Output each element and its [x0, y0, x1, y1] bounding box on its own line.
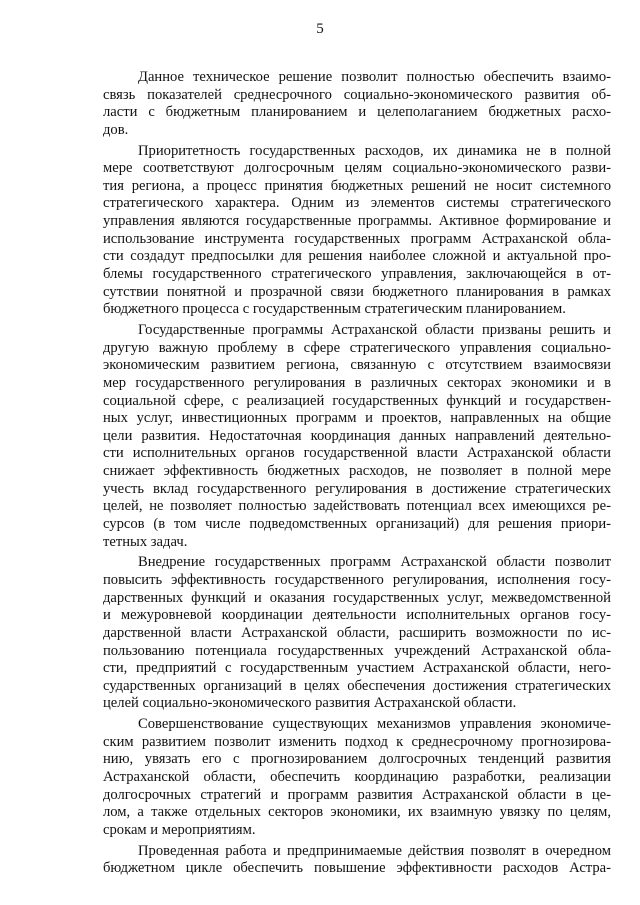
page-number: 5 — [316, 21, 324, 37]
text-line: бюджетного процесса с государственным стратегическим планированием. — [103, 301, 566, 318]
text-line: ных услуг, инвестиционных программ и проектов, направленных на общие — [103, 410, 611, 427]
text-line: нию, увязать его с прогнозированием долгосрочных тенденций развития — [103, 751, 611, 768]
text-line: сутствии понятной и прозрачной связи бюджетного планирования в рамках — [103, 283, 611, 300]
text-line: сти исполнительных органов государственной власти Астраханской области — [103, 445, 611, 462]
text-line: тия региона, а процесс принятия бюджетных решений не носит системного — [103, 177, 611, 194]
text-line: лом, а также отдельных секторов экономики, их взаимную увязку по целям, — [103, 804, 611, 821]
text-line: Государственные программы Астраханской области призваны решить и — [138, 321, 611, 338]
text-line: Данное техническое решение позволит полностью обеспечить взаимо- — [138, 69, 611, 85]
text-line: социальной сфере, с реализацией государственных функций и государствен- — [103, 392, 611, 409]
text-line: стратегического характера. Одним из элементов системы стратегического — [103, 195, 611, 212]
text-line: сти, предприятий с государственным участием Астраханской области, него- — [103, 660, 611, 677]
paragraph — [103, 143, 611, 319]
text-line: цели развития. Недостаточная координация данных направлений деятельно- — [103, 427, 611, 444]
document-body — [103, 69, 611, 878]
paragraph — [103, 69, 611, 140]
text-line: Внедрение государственных программ Астраханской области позволит — [138, 554, 611, 571]
text-line: Совершенствование существующих механизмов управления экономиче- — [138, 716, 611, 733]
text-line: пользованию потенциала государственных учреждений Астраханской обла- — [103, 642, 611, 659]
text-line: блемы государственного стратегического управления, заключающейся в от- — [103, 266, 611, 283]
text-line: ласти с бюджетным планированием и целеполаганием бюджетных расхо- — [103, 104, 611, 121]
text-line: мер государственного регулирования в различных секторах экономики и в — [103, 374, 611, 391]
text-line: использование инструмента государственных программ Астраханской обла- — [103, 230, 611, 247]
text-line: снижает эффективность бюджетных расходов, не позволяет в полной мере — [103, 463, 611, 480]
text-line: тетных задач. — [103, 533, 188, 550]
paragraph — [103, 843, 611, 878]
text-line: Астраханской области, обеспечить координацию разработки, реализации — [103, 768, 611, 785]
text-line: ским развитием позволит изменить подход к среднесрочному прогнозирова- — [103, 733, 611, 750]
text-line: Проведенная работа и предпринимаемые действия позволят в очередном — [138, 842, 611, 859]
text-line: другую важную проблему в сфере стратегического управления социально- — [103, 339, 611, 356]
text-line: управления являются государственные программы. Активное формирование и — [103, 213, 611, 230]
text-line: целей, не позволяет полностью задействовать потенциал всех имеющихся ре- — [103, 498, 611, 515]
paragraph — [103, 554, 611, 713]
text-line: целей социально-экономического развития Астраханской области. — [103, 695, 517, 712]
paragraph — [103, 716, 611, 839]
text-line: срокам и мероприятиям. — [103, 821, 256, 838]
text-line: сурсов (в том числе подведомственных организаций) для решения приори- — [103, 516, 611, 533]
text-line: сударственных организаций в целях обеспечения достижения стратегических — [103, 677, 611, 694]
text-line: сти создадут предпосылки для решения наиболее сложной и актуальной про- — [103, 248, 611, 265]
text-line: экономическим развитием региона, связанную с отсутствием взаимосвязи — [103, 357, 611, 374]
text-line: дарственной власти Астраханской области, расширить возможности по ис- — [103, 624, 611, 641]
text-line: связь показателей среднесрочного социально-экономического развития об- — [103, 86, 611, 103]
text-line: долгосрочных стратегий и программ развития Астраханской области в це- — [103, 786, 611, 803]
text-line: бюджетном цикле обеспечить повышение эффективности расходов Астра- — [103, 860, 611, 877]
text-line: дарственных функций и оказания государственных услуг, межведомственной — [103, 589, 611, 606]
paragraph — [103, 322, 611, 551]
text-line: Приоритетность государственных расходов, их динамика не в полной — [138, 142, 611, 159]
text-line: мере соответствуют долгосрочным целям социально-экономического разви- — [103, 160, 611, 177]
text-line: повысить эффективность государственного регулирования, исполнения госу- — [103, 571, 611, 588]
text-line: и межуровневой координации деятельности исполнительных органов госу- — [103, 607, 611, 624]
text-line: учесть вклад государственного регулирования в достижение стратегических — [103, 480, 611, 497]
text-line: дов. — [103, 121, 129, 138]
